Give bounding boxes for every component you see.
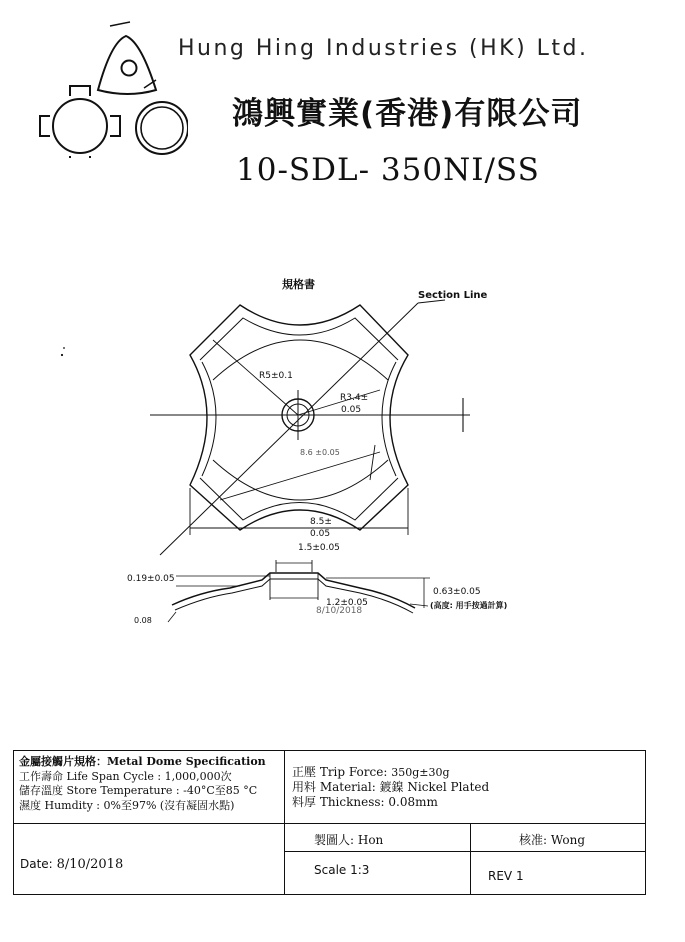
date-field [20, 857, 123, 872]
spec-title: 金屬接觸片規格：Metal Dome Specification [19, 755, 266, 768]
revision: REV 1 [488, 869, 524, 883]
dim-center-width: 1.5±0.05 [298, 543, 340, 553]
spec-block [19, 755, 266, 813]
part-number: 10-SDL- 350NI/SS [236, 152, 540, 188]
life-span: 工作壽命 Life Span Cycle : 1,000,000次 [19, 769, 232, 783]
spec-table [13, 750, 646, 895]
dim-thickness-top: 0.19±0.05 [127, 574, 175, 584]
approved-by: 核准: Wong [519, 833, 586, 847]
date-stamp: 8/10/2018 [316, 606, 363, 616]
drawing-title: 規格書 [282, 278, 315, 291]
dim-base: 1.2±0.05 [326, 598, 368, 608]
trip-force-value: 350g±30g [391, 766, 450, 779]
dome-outline [190, 305, 408, 530]
thickness: 料厚 Thickness: 0.08mm [292, 795, 438, 809]
humidity: 濕度 Humdity : 0%至97% (沒有凝固水點) [19, 798, 235, 812]
trip-force-label: 正壓 Trip Force: [292, 765, 392, 779]
dim-width-b: 0.05 [310, 529, 331, 539]
dim-height: 0.63±0.05 [433, 587, 481, 597]
date-label: Date: [20, 857, 53, 871]
section-line-label: Section Line [418, 290, 488, 301]
store-temp: 儲存溫度 Store Temperature : -40°C至85 °C [19, 784, 258, 797]
dim-edge-thickness: 0.08 [134, 616, 152, 625]
dim-r34-b: 0.05 [341, 405, 362, 415]
dim-width-a: 8.5± [310, 517, 332, 527]
material-block [292, 765, 489, 810]
dim-r34-a: R3.4± [340, 393, 369, 403]
company-name-zh: 鴻興實業(香港)有限公司 [232, 96, 583, 132]
material: 用料 Material: 鍍鎳 Nickel Plated [292, 780, 490, 794]
date-value: 8/10/2018 [56, 857, 124, 872]
company-name-en: Hung Hing Industries (HK) Ltd. [178, 36, 589, 61]
scale: Scale 1:3 [314, 863, 370, 877]
dim-diagonal: 8.6 ±0.05 [300, 448, 340, 457]
dim-r5: R5±0.1 [259, 371, 293, 381]
drawn-by: 製圖人: Hon [314, 833, 384, 847]
dim-height-note: (高度: 用手按過計算) [430, 601, 508, 610]
